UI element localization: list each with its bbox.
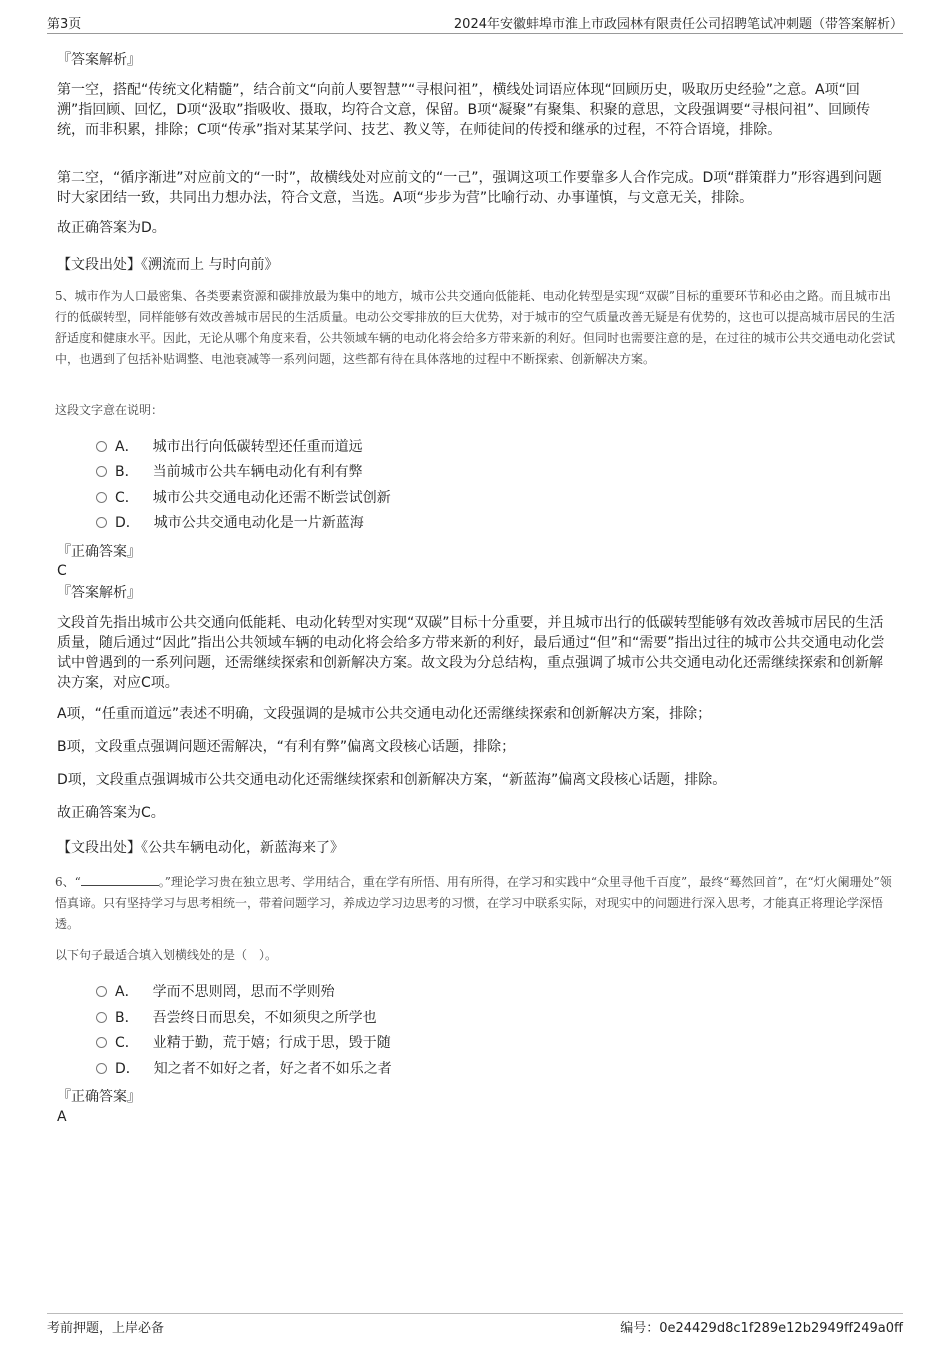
option-c[interactable]: C． 城市公共交通电动化还需不断尝试创新 xyxy=(96,488,391,508)
option-b[interactable]: B． 当前城市公共车辆电动化有利有弊 xyxy=(96,462,363,482)
radio-icon[interactable] xyxy=(96,492,107,503)
passage-source: 【文段出处】《溯流而上 与时向前》 xyxy=(57,257,279,273)
analysis-paragraph: D项，文段重点强调城市公共交通电动化还需继续探索和创新解决方案，“新蓝海”偏离文段核心话题，排除。 xyxy=(57,772,727,788)
correct-answer: C xyxy=(57,563,67,579)
analysis-paragraph: 第一空，搭配“传统文化精髓”，结合前文“向前人要智慧”“寻根问祖”，横线处词语应体现“回顾历史，吸取历史经验”之意。A项“回溯”指回顾、回忆，D项“汲取”指吸收、摄取，均符合文意，保留。B项“凝聚”有聚集、积聚的意思，文段强调要“寻根问祖”、回顾传统，而非积累，排除；C项“传承”指对某某学问、技艺、教义等，在师徒间的传授和继承的过程，不符合语境，排除。 xyxy=(57,82,871,138)
question-stem: 6、“ 。”理论学习贵在独立思考、学用结合，重在学有所悟、用有所得，在学习和实践中“众里寻他千百度”，最终“蓦然回首”，在“灯火阑珊处”领悟真谛。只有坚持学习与思考相统一，带着问题学习，养成边学习边思考的习惯，在学习中联系实际，对现实中的问题进行深入思考，才能真正将理论学深悟透。 xyxy=(55,875,892,931)
page-header xyxy=(47,13,903,34)
correct-answer-label: 『正确答案』 xyxy=(57,544,141,560)
page-footer xyxy=(47,1313,903,1336)
document-title: 2024年安徽蚌埠市淮上市政园林有限责任公司招聘笔试冲刺题（带答案解析） xyxy=(453,17,903,32)
radio-icon[interactable] xyxy=(96,466,107,477)
answer-conclusion: 故正确答案为D。 xyxy=(57,220,166,236)
radio-icon[interactable] xyxy=(96,517,107,528)
footer-slogan: 考前押题，上岸必备 xyxy=(47,1321,165,1336)
answer-conclusion: 故正确答案为C。 xyxy=(57,805,165,821)
option-c[interactable]: C． 业精于勤，荒于嬉；行成于思，毁于随 xyxy=(96,1033,391,1053)
option-b[interactable]: B． 吾尝终日而思矣，不如须臾之所学也 xyxy=(96,1008,377,1028)
correct-answer: A xyxy=(57,1109,67,1125)
analysis-label: 『答案解析』 xyxy=(57,585,141,601)
radio-icon[interactable] xyxy=(96,1012,107,1023)
analysis-label: 『答案解析』 xyxy=(57,52,141,68)
analysis-paragraph: 第二空，“循序渐进”对应前文的“一时”，故横线处对应前文的“一己”，强调这项工作要靠多人合作完成。D项“群策群力”形容遇到问题时大家团结一致，共同出力想办法，符合文意，当选。A项“步步为营”比喻行动、办事谨慎，与文意无关，排除。 xyxy=(57,170,882,206)
page-number: 第3页 xyxy=(47,17,82,32)
analysis-paragraph: B项，文段重点强调问题还需解决，“有利有弊”偏离文段核心话题，排除； xyxy=(57,739,516,755)
passage-source: 【文段出处】《公共车辆电动化，新蓝海来了》 xyxy=(57,840,344,856)
question-prompt: 以下句子最适合填入划横线处的是（ ）。 xyxy=(55,948,278,962)
question-stem: 5、城市作为人口最密集、各类要素资源和碳排放最为集中的地方，城市公共交通向低能耗、电动化转型是实现“双碳”目标的重要环节和必由之路。而且城市出行的低碳转型，同样能够有效改善城市居民的生活质量。电动公交零排放的巨大优势，对于城市的空气质量改善无疑是有优势的，这也可以提高城市居民的生活舒适度和健康水平。因此，无论从哪个角度来看，公共领域车辆的电动化将会给多方带来新的利好。但同时也需要注意的是，在过往的城市公共交通电动化尝试中，也遇到了包括补贴调整、电池衰减等一系列问题，这些都有待在具体落地的过程中不断探索、创新解决方案。 xyxy=(55,289,896,366)
document-id: 编号：0e24429d8c1f289e12b2949ff249a0ff xyxy=(620,1321,903,1336)
option-d[interactable]: D． 城市公共交通电动化是一片新蓝海 xyxy=(96,513,364,533)
radio-icon[interactable] xyxy=(96,1037,107,1048)
fill-blank xyxy=(81,873,159,886)
option-d[interactable]: D． 知之者不如好之者，好之者不如乐之者 xyxy=(96,1059,392,1079)
analysis-paragraph: A项，“任重而道远”表述不明确，文段强调的是城市公共交通电动化还需继续探索和创新解决方案，排除； xyxy=(57,706,712,722)
radio-icon[interactable] xyxy=(96,986,107,997)
option-a[interactable]: A． 城市出行向低碳转型还任重而道远 xyxy=(96,437,363,457)
radio-icon[interactable] xyxy=(96,441,107,452)
question-prompt: 这段文字意在说明： xyxy=(55,403,164,417)
correct-answer-label: 『正确答案』 xyxy=(57,1089,141,1105)
analysis-paragraph: 文段首先指出城市公共交通向低能耗、电动化转型对实现“双碳”目标十分重要，并且城市出行的低碳转型能够有效改善城市居民的生活质量，随后通过“因此”指出公共领域车辆的电动化将会给多方带来新的利好，最后通过“但”和“需要”指出过往的城市公共交通电动化尝试中曾遇到的一系列问题，还需继续探索和创新解决方案。故文段为分总结构，重点强调了城市公共交通电动化还需继续探索和创新解决方案，对应C项。 xyxy=(57,615,885,691)
option-a[interactable]: A． 学而不思则罔，思而不学则殆 xyxy=(96,982,335,1002)
radio-icon[interactable] xyxy=(96,1063,107,1074)
